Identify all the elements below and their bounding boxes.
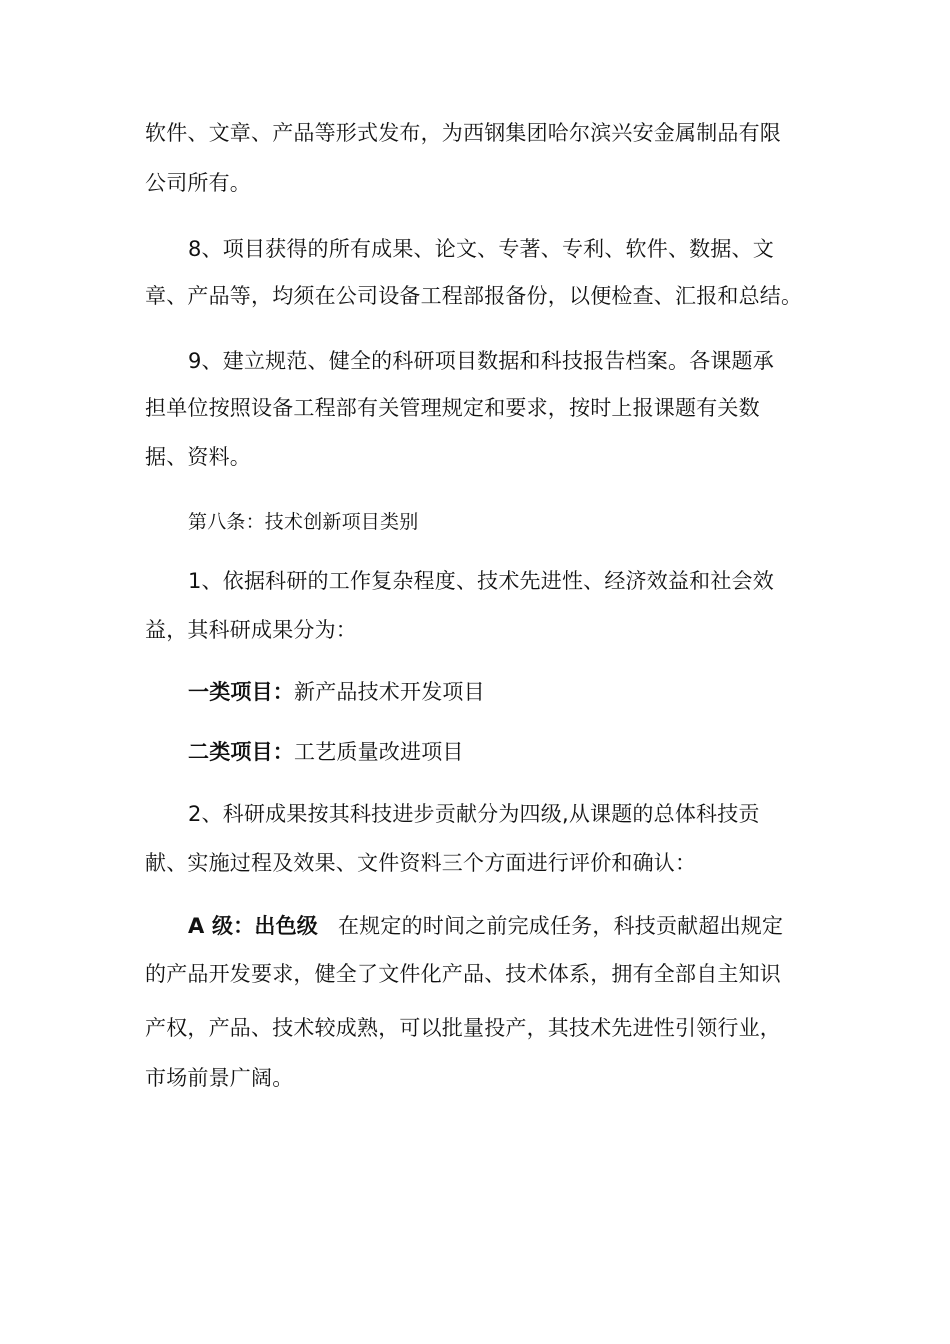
paragraph-line: 8、项目获得的所有成果、论文、专著、专利、软件、数据、文 — [188, 237, 774, 261]
category-text: 工艺质量改进项目 — [294, 740, 464, 764]
grade-label: A 级：出色级 — [188, 914, 318, 938]
paragraph-line: 产权，产品、技术较成熟，可以批量投产，其技术先进性引领行业， — [145, 1016, 781, 1040]
paragraph-line: 9、建立规范、健全的科研项目数据和科技报告档案。各课题承 — [188, 349, 774, 373]
category-text: 新产品技术开发项目 — [294, 680, 485, 704]
paragraph-line: 章、产品等，均须在公司设备工程部报备份，以便检查、汇报和总结。 — [145, 284, 803, 308]
paragraph-line: 2、科研成果按其科技进步贡献分为四级,从课题的总体科技贡 — [188, 802, 760, 826]
category-item-1 — [188, 678, 858, 706]
paragraph-line: 1、依据科研的工作复杂程度、技术先进性、经济效益和社会效 — [188, 569, 774, 593]
grade-text: 在规定的时间之前完成任务，科技贡献超出规定 — [337, 914, 784, 938]
paragraph-line: 软件、文章、产品等形式发布，为西钢集团哈尔滨兴安金属制品有限 — [145, 121, 781, 145]
category-item-2 — [188, 738, 858, 766]
paragraph-line: 献、实施过程及效果、文件资料三个方面进行评价和确认： — [145, 851, 697, 875]
grade-a-item — [188, 912, 858, 940]
paragraph-line: 益，其科研成果分为： — [145, 618, 357, 642]
paragraph-line: 担单位按照设备工程部有关管理规定和要求，按时上报课题有关数 — [145, 396, 760, 420]
paragraph-line: 市场前景广阔。 — [145, 1066, 294, 1090]
category-label: 二类项目： — [188, 740, 294, 764]
paragraph-line: 公司所有。 — [145, 171, 251, 195]
article-heading: 第八条：技术创新项目类别 — [188, 511, 419, 533]
category-label: 一类项目： — [188, 680, 294, 704]
paragraph-line: 的产品开发要求，健全了文件化产品、技术体系，拥有全部自主知识 — [145, 962, 781, 986]
paragraph-line: 据、资料。 — [145, 445, 251, 469]
